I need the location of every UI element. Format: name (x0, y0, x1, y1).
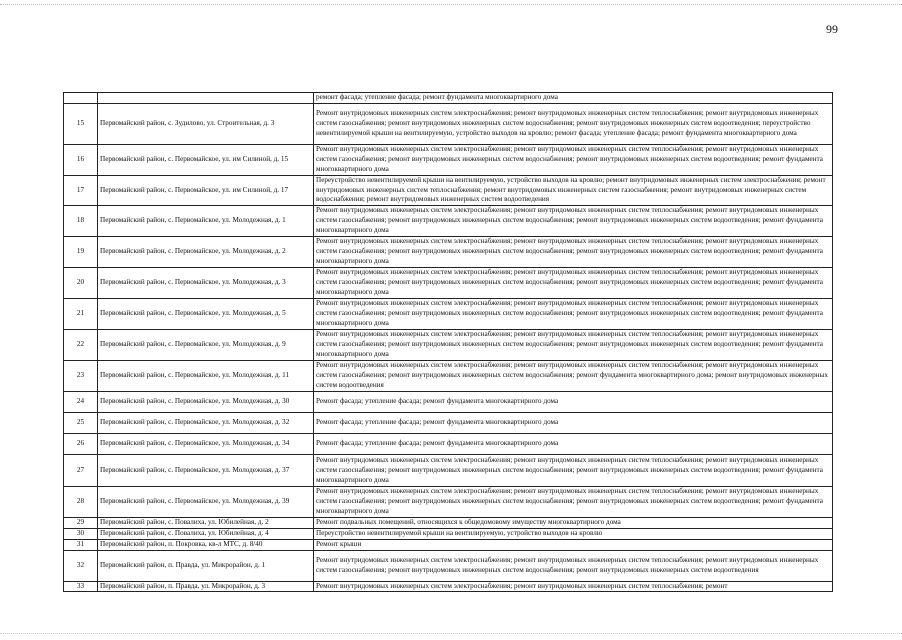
works-cell: ремонт фасада; утепление фасада; ремонт фундамента многоквартирного дома (314, 93, 833, 104)
row-number-cell: 23 (64, 361, 98, 392)
row-number-cell: 19 (64, 237, 98, 268)
address-cell: Первомайский район, с. Повалиха, ул. Юбилейная, д. 2 (98, 518, 314, 529)
table-row (64, 518, 833, 529)
row-number-cell: 17 (64, 175, 98, 205)
table-row (64, 528, 833, 539)
repair-works-table (63, 92, 833, 592)
works-cell: Ремонт внутридомовых инженерных систем электроснабжения; ремонт внутридомовых инженерных систем теплоснабжения; ремонт внутридомовых инженерных систем газоснабжения; ремонт внутридомовых инженерных систем водоснабжения; ремонт внутридомовых инженерных систем водоотведения; ремонт фундамента многоквартирного дома (314, 268, 833, 299)
works-cell: Ремонт внутридомовых инженерных систем электроснабжения; ремонт внутридомовых инженерных систем теплоснабжения; ремонт внутридомовых инженерных систем газоснабжения; ремонт внутридомовых инженерных систем водоснабжения; ремонт внутридомовых инженерных систем водоотведения; переустройство невентилируемой крыши на вентилируемую, устройство выходов на кровлю; ремонт фасада; утепление фасада; ремонт фундамента многоквартирного дома (314, 103, 833, 144)
works-cell: Ремонт фасада; утепление фасада; ремонт фундамента многоквартирного дома (314, 434, 833, 455)
table-row (64, 144, 833, 175)
works-cell: Ремонт внутридомовых инженерных систем электроснабжения; ремонт внутридомовых инженерных систем теплоснабжения; ремонт внутридомовых инженерных систем газоснабжения; ремонт внутридомовых инженерных систем водоснабжения; ремонт внутридомовых инженерных систем водоотведения; ремонт фундамента многоквартирного дома (314, 330, 833, 361)
address-cell: Первомайский район, п. Правда, ул. Микрорайон, д. 3 (98, 581, 314, 592)
works-cell: Ремонт внутридомовых инженерных систем электроснабжения; ремонт внутридомовых инженерных систем теплоснабжения; ремонт внутридомовых инженерных систем газоснабжения; ремонт внутридомовых инженерных систем водоснабжения; ремонт внутридомовых инженерных систем водоотведения; ремонт фундамента многоквартирного дома (314, 144, 833, 175)
row-number-cell: 33 (64, 581, 98, 592)
table-row (64, 487, 833, 518)
table-row (64, 361, 833, 392)
table-row (64, 103, 833, 144)
table-row (64, 330, 833, 361)
address-cell: Первомайский район, с. Первомайское, ул. Молодежная, д. 37 (98, 455, 314, 487)
address-cell: Первомайский район, с. Первомайское, ул. Молодежная, д. 3 (98, 268, 314, 299)
address-cell: Первомайский район, с. Первомайское, ул. Молодежная, д. 9 (98, 330, 314, 361)
table-row (64, 581, 833, 592)
row-number-cell: 22 (64, 330, 98, 361)
works-cell: Ремонт подвальных помещений, относящихся к общедомовому имуществу многоквартирного дома (314, 518, 833, 529)
row-number-cell: 27 (64, 455, 98, 487)
scan-top-edge (0, 4, 902, 5)
address-cell: Первомайский район, с. Первомайское, ул. Молодежная, д. 34 (98, 434, 314, 455)
table-row (64, 93, 833, 104)
works-cell: Ремонт внутридомовых инженерных систем электроснабжения; ремонт внутридомовых инженерных систем теплоснабжения; ремонт внутридомовых инженерных систем газоснабжения; ремонт внутридомовых инженерных систем водоснабжения; ремонт внутридомовых инженерных систем водоотведения; ремонт фундамента многоквартирного дома (314, 487, 833, 518)
works-cell: Ремонт внутридомовых инженерных систем электроснабжения; ремонт внутридомовых инженерных систем теплоснабжения; ремонт внутридомовых инженерных систем газоснабжения; ремонт внутридомовых инженерных систем водоснабжения; ремонт фундамента многоквартирного дома; ремонт внутридомовых инженерных систем водоотведения (314, 361, 833, 392)
address-cell: Первомайский район, с. Первомайское, ул. Молодежная, д. 5 (98, 299, 314, 330)
address-cell: Первомайский район, п. Правда, ул. Микрорайон, д. 1 (98, 550, 314, 581)
table-row (64, 206, 833, 237)
address-cell: Первомайский район, с. Первомайское, ул. Молодежная, д. 32 (98, 413, 314, 434)
address-cell: Первомайский район, с. Первомайское, ул. Молодежная, д. 39 (98, 487, 314, 518)
works-cell: Ремонт фасада; утепление фасада; ремонт фундамента многоквартирного дома (314, 413, 833, 434)
row-number-cell: 15 (64, 103, 98, 144)
table-row (64, 299, 833, 330)
table-row (64, 413, 833, 434)
row-number-cell: 24 (64, 392, 98, 413)
row-number-cell: 18 (64, 206, 98, 237)
address-cell (98, 93, 314, 104)
row-number-cell: 25 (64, 413, 98, 434)
row-number-cell: 21 (64, 299, 98, 330)
table-body (64, 93, 833, 592)
table-row (64, 175, 833, 205)
address-cell: Первомайский район, п. Покровка, кв-л МТС, д. 8/40 (98, 539, 314, 550)
table-row (64, 550, 833, 581)
row-number-cell: 28 (64, 487, 98, 518)
address-cell: Первомайский район, с. Первомайское, ул. им Силиной, д. 15 (98, 144, 314, 175)
works-cell: Ремонт внутридомовых инженерных систем электроснабжения; ремонт внутридомовых инженерных систем теплоснабжения; ремонт внутридомовых инженерных систем газоснабжения; ремонт внутридомовых инженерных систем водоснабжения; ремонт внутридомовых инженерных систем водоотведения; ремонт фундамента многоквартирного дома (314, 299, 833, 330)
address-cell: Первомайский район, с. Зудилово, ул. Строительная, д. 3 (98, 103, 314, 144)
page-number: 99 (826, 22, 838, 36)
scan-bottom-edge (0, 633, 902, 634)
row-number-cell: 26 (64, 434, 98, 455)
table-row (64, 434, 833, 455)
address-cell: Первомайский район, с. Первомайское, ул. Молодежная, д. 2 (98, 237, 314, 268)
table-row (64, 392, 833, 413)
table-row (64, 237, 833, 268)
table-row (64, 455, 833, 487)
address-cell: Первомайский район, с. Первомайское, ул. Молодежная, д. 30 (98, 392, 314, 413)
works-cell: Ремонт внутридомовых инженерных систем электроснабжения; ремонт внутридомовых инженерных систем теплоснабжения; ремонт внутридомовых инженерных систем газоснабжения; ремонт внутридомовых инженерных систем водоснабжения; ремонт внутридомовых инженерных систем водоотведения; ремонт фундамента многоквартирного дома (314, 237, 833, 268)
works-cell: Ремонт фасада; утепление фасада; ремонт фундамента многоквартирного дома (314, 392, 833, 413)
table-row (64, 268, 833, 299)
address-cell: Первомайский район, с. Первомайское, ул. Молодежная, д. 11 (98, 361, 314, 392)
works-cell: Ремонт внутридомовых инженерных систем электроснабжения; ремонт внутридомовых инженерных систем теплоснабжения; ремонт внутридомовых инженерных систем газоснабжения; ремонт внутридомовых инженерных систем водоснабжения; ремонт внутридомовых инженерных систем водоотведения; ремонт фундамента многоквартирного дома (314, 206, 833, 237)
row-number-cell: 32 (64, 550, 98, 581)
row-number-cell: 31 (64, 539, 98, 550)
works-cell: Ремонт крыши (314, 539, 833, 550)
row-number-cell: 30 (64, 528, 98, 539)
works-cell: Переустройство невентилируемой крыши на вентилируемую, устройство выходов на кровлю (314, 528, 833, 539)
address-cell: Первомайский район, с. Повалиха, ул. Юбилейная, д. 4 (98, 528, 314, 539)
works-cell: Ремонт внутридомовых инженерных систем электроснабжения; ремонт внутридомовых инженерных систем теплоснабжения; ремонт (314, 581, 833, 592)
works-cell: Ремонт внутридомовых инженерных систем электроснабжения; ремонт внутридомовых инженерных систем теплоснабжения; ремонт внутридомовых инженерных систем газоснабжения; ремонт внутридомовых инженерных систем водоснабжения; ремонт внутридомовых инженерных систем водоотведения (314, 550, 833, 581)
row-number-cell (64, 93, 98, 104)
table-row (64, 539, 833, 550)
row-number-cell: 29 (64, 518, 98, 529)
row-number-cell: 20 (64, 268, 98, 299)
address-cell: Первомайский район, с. Первомайское, ул. им Силиной, д. 17 (98, 175, 314, 205)
row-number-cell: 16 (64, 144, 98, 175)
works-cell: Ремонт внутридомовых инженерных систем электроснабжения; ремонт внутридомовых инженерных систем теплоснабжения; ремонт внутридомовых инженерных систем газоснабжения; ремонт внутридомовых инженерных систем водоснабжения; ремонт внутридомовых инженерных систем водоотведения; ремонт фундамента многоквартирного дома (314, 455, 833, 487)
works-cell: Переустройство невентилируемой крыши на вентилируемую, устройство выходов на кровлю; ремонт внутридомовых инженерных систем электроснабжения; ремонт внутридомовых инженерных систем теплоснабжения; ремонт внутридомовых инженерных систем газоснабжения; ремонт внутридомовых инженерных систем водоснабжения; ремонт внутридомовых инженерных систем водоотведения (314, 175, 833, 205)
address-cell: Первомайский район, с. Первомайское, ул. Молодежная, д. 1 (98, 206, 314, 237)
